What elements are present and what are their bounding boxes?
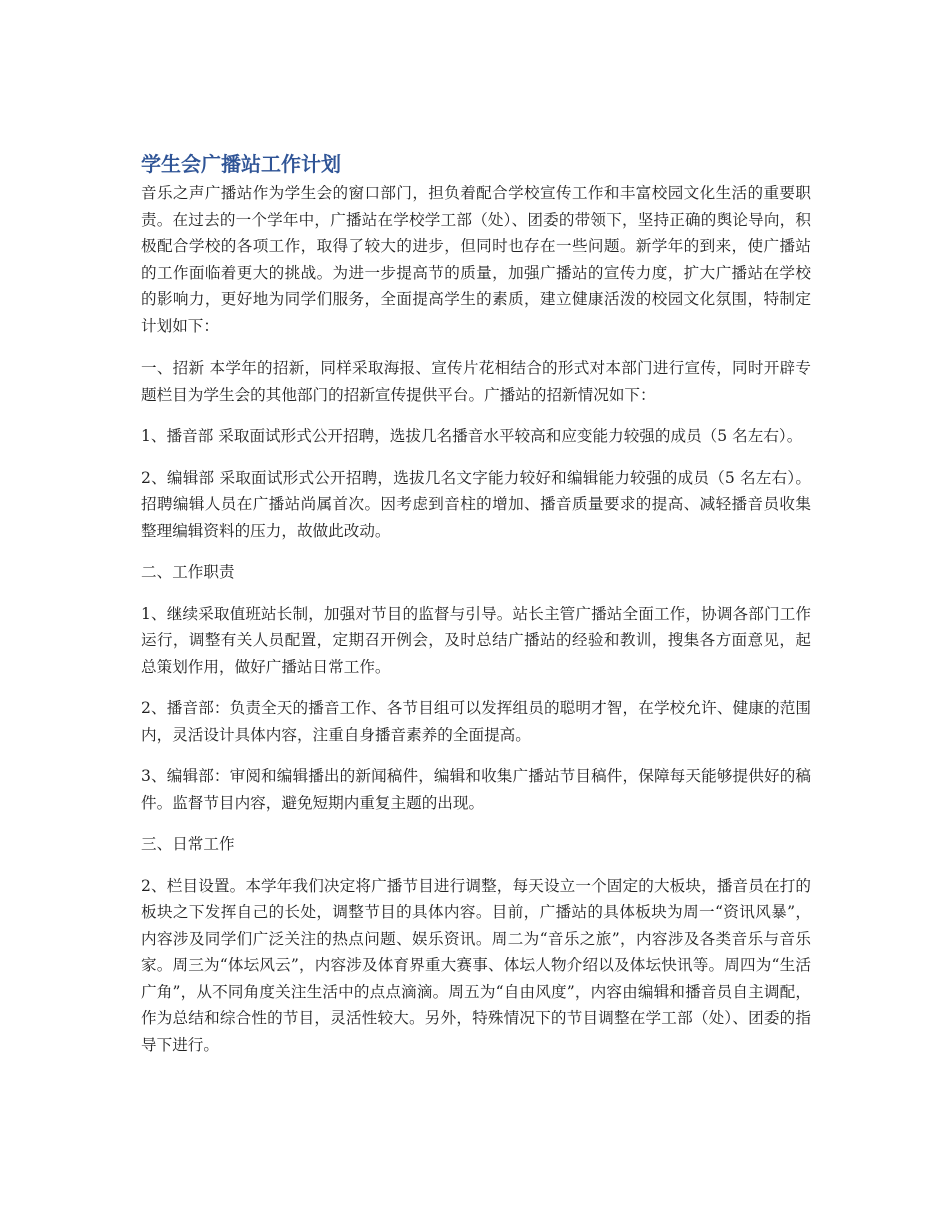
document-title: 学生会广播站工作计划 bbox=[141, 152, 341, 176]
program-schedule-paragraph: 2、栏目设置。本学年我们决定将广播节目进行调整，每天设立一个固定的大板块，播音员在打的板块之下发挥自己的长处，调整节目的具体内容。目前，广播站的具体板块为周一“资讯风暴”，内容涉及同学们广泛关注的热点问题、娱乐资讯。周二为“音乐之旅”，内容涉及各类音乐与音乐家。周三为“体坛风云”，内容涉及体育界重大赛事、体坛人物介绍以及体坛快讯等。周四为“生活广角”，从不同角度关注生活中的点点滴滴。周五为“自由风度”，内容由编辑和播音员自主调配，作为总结和综合性的节目，灵活性较大。另外，特殊情况下的节目调整在学工部（处）、团委的指导下进行。 bbox=[141, 876, 811, 1054]
duty-item-paragraph: 2、播音部：负责全天的播音工作、各节目组可以发挥组员的聪明才智，在学校允许、健康的范围内，灵活设计具体内容，注重自身播音素养的全面提高。 bbox=[141, 699, 811, 744]
recruitment-paragraph: 一、招新 本学年的招新，同样采取海报、宣传片花相结合的形式对本部门进行宣传，同时开辟专题栏目为学生会的其他部门的招新宣传提供平台。广播站的招新情况如下： bbox=[141, 359, 811, 404]
duty-item-paragraph: 1、继续采取值班站长制，加强对节目的监督与引导。站长主管广播站全面工作，协调各部门工作运行，调整有关人员配置，定期召开例会，及时总结广播站的经验和教训，搜集各方面意见，起总策划作用，做好广播站日常工作。 bbox=[141, 604, 811, 676]
section-heading-duties: 二、工作职责 bbox=[141, 563, 235, 581]
document-page bbox=[141, 150, 811, 1073]
duty-item-paragraph: 3、编辑部：审阅和编辑播出的新闻稿件，编辑和收集广播站节目稿件，保障每天能够提供好的稿件。监督节目内容，避免短期内重复主题的出现。 bbox=[141, 767, 811, 812]
broadcast-dept-paragraph: 1、播音部 采取面试形式公开招聘，选拔几名播音水平较高和应变能力较强的成员（5 名左右）。 bbox=[141, 427, 803, 445]
editing-dept-paragraph: 2、编辑部 采取面试形式公开招聘，选拔几名文字能力较好和编辑能力较强的成员（5 名左右）。招聘编辑人员在广播站尚属首次。因考虑到音柱的增加、播音质量要求的提高、减轻播音员收集整理编辑资料的压力，故做此改动。 bbox=[141, 468, 811, 540]
section-heading-daily-work: 三、日常工作 bbox=[141, 835, 235, 853]
intro-paragraph: 音乐之声广播站作为学生会的窗口部门，担负着配合学校宣传工作和丰富校园文化生活的重要职责。在过去的一个学年中，广播站在学校学工部（处）、团委的带领下，坚持正确的舆论导向，积极配合学校的各项工作，取得了较大的进步，但同时也存在一些问题。新学年的到来，使广播站的工作面临着更大的挑战。为进一步提高节的质量，加强广播站的宣传力度，扩大广播站在学校的影响力，更好地为同学们服务，全面提高学生的素质，建立健康活泼的校园文化氛围，特制定计划如下： bbox=[141, 184, 811, 335]
